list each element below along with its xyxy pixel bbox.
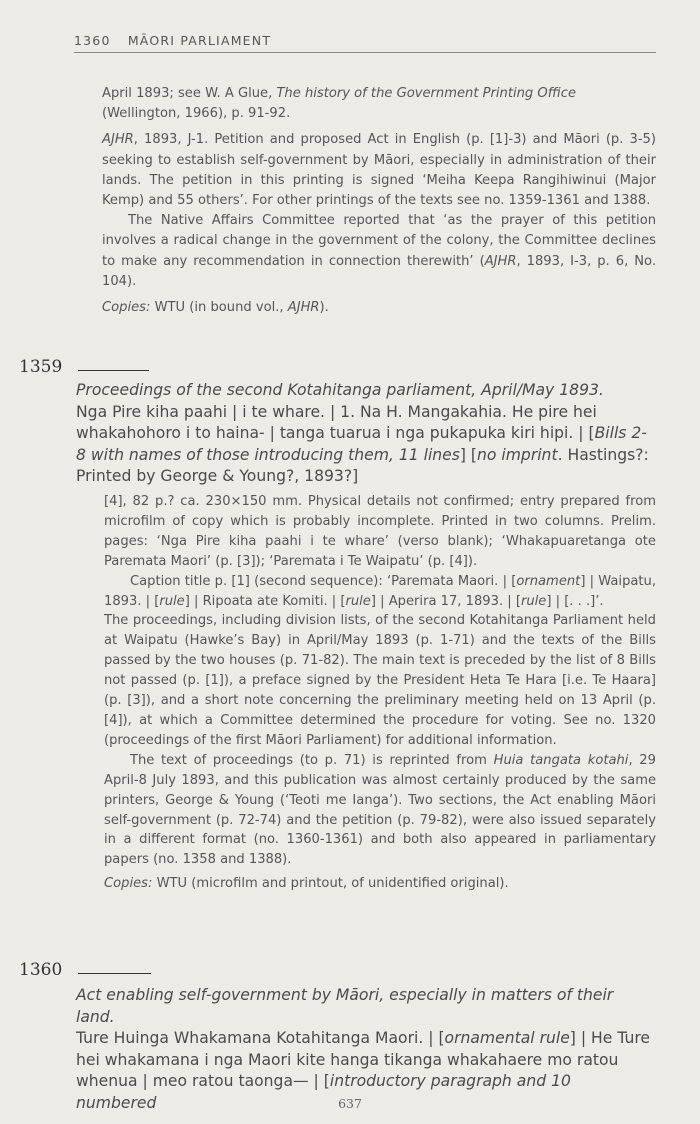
text-span-italic: no imprint bbox=[477, 445, 558, 464]
text-span: ] | [. . .]’. bbox=[546, 593, 604, 609]
copies-label: Copies: bbox=[104, 876, 153, 892]
text-span: The Native Affairs Committee reported that ‘as the prayer of this petition involves a radical change in the government of the colony, the Committee declines to make any recommendation in connection therewith’ ( bbox=[102, 213, 656, 269]
text-span: , 1893, J-1. Petition and proposed Act in English (p. [1]-3) and Māori (p. 3-5) seeking to establish self-government by Māori, especially in administration of their lands. The petition in this printing is signed ‘Meiha Keepa Rangihiwinui (Major Kemp) and 55 others’. For other printings of the texts see no. 1359-1361 and 1388. bbox=[102, 132, 656, 209]
text-span-italic: introductory paragraph and 10 numbered bbox=[76, 1072, 571, 1112]
text-span-italic: The history of the Government Printing Office bbox=[276, 86, 577, 101]
text-span-italic: rule bbox=[520, 593, 547, 609]
text-span: ] [ bbox=[459, 445, 478, 464]
entry-1358-continuation bbox=[102, 84, 656, 318]
text-span: WTU (in bound vol., bbox=[150, 300, 288, 316]
entry-1359-physical-details: [4], 82 p.? ca. 230×150 mm. Physical details not confirmed; entry prepared from microfilm of copy which is probably incomplete. Printed in two columns. Prelim. pages: ‘Nga Pire kiha paahi i te whare’ (verso blank); ‘Whakapuaretanga ote Paremata Maori’ (p. [3]); ‘Paremata i Te Waipatu’ (p. [4]). bbox=[104, 494, 656, 569]
text-span-italic: rule bbox=[345, 593, 371, 609]
text-span: Ture Huinga Whakamana Kotahitanga Maori. | [ bbox=[76, 1029, 445, 1048]
entry-1359-title-italic: Proceedings of the second Kotahitanga parliament, April/May 1893. bbox=[76, 381, 604, 399]
text-span: (Wellington, 1966), p. 91-92. bbox=[102, 106, 291, 122]
text-span: , 1893, I-3, p. 6, No. 104). bbox=[102, 253, 656, 289]
entry-1360-rule bbox=[78, 973, 151, 974]
text-span-italic: ornamental rule bbox=[444, 1029, 570, 1048]
text-span: ] | Aperira 17, 1893. | [ bbox=[370, 593, 521, 609]
running-header bbox=[74, 33, 656, 53]
text-span-italic: ornament bbox=[516, 573, 581, 589]
text-span: ] | Ripoata ate Komiti. | [ bbox=[184, 593, 346, 609]
text-span: Caption title p. [1] (second sequence): ‘Paremata Maori. | [ bbox=[130, 573, 517, 589]
entry-1359-rule bbox=[78, 370, 149, 371]
entry-1359-description bbox=[104, 492, 656, 894]
header-running-title: MĀORI PARLIAMENT bbox=[127, 33, 272, 48]
entry-1359-caption-title bbox=[104, 572, 656, 612]
entry-1358-imprint-note bbox=[102, 84, 656, 124]
entry-1359-number: 1359 bbox=[19, 357, 63, 377]
text-span: . Hastings?: Printed by George & Young?, 1893?] bbox=[76, 445, 649, 486]
entry-1359-reprint-note bbox=[104, 751, 656, 870]
entry-1358-committee-note bbox=[102, 211, 656, 292]
text-span: ] | Waipatu, 1893. | [ bbox=[104, 573, 657, 609]
text-span: WTU (microfilm and printout, of unidentified original). bbox=[152, 876, 509, 892]
text-span: The text of proceedings (to p. 71) is reprinted from bbox=[130, 752, 494, 768]
text-span: April 1893; see W. A Glue, bbox=[102, 86, 277, 101]
text-span-italic: Bills 2-8 with names of those introducing them, 11 lines bbox=[76, 424, 647, 464]
text-span: Nga Pire kiha paahi | i te whare. | 1. Na H. Mangakahia. He pire hei whakahohoro i to haina- | tanga tuarua i nga pukapuka kiri hipi. | [ bbox=[76, 402, 597, 443]
text-span-italic: AJHR bbox=[102, 132, 134, 148]
footer-page-number: 637 bbox=[338, 1096, 362, 1111]
entry-1360-title-italic: Act enabling self-government by Māori, especially in matters of their land. bbox=[76, 986, 614, 1026]
text-span: , 29 April-8 July 1893, and this publication was almost certainly produced by the same printers, George & Young (‘Teoti me Ianga’). Two sections, the Act enabling Māori self-government (p. 72-74) and the petition (p. 79-82), were also issued separately in a different format (no. 1360-1361) and both also appeared in parliamentary papers (no. 1358 and 1388). bbox=[104, 752, 656, 868]
text-span-italic: AJHR bbox=[484, 253, 517, 269]
entry-1360-number: 1360 bbox=[19, 960, 63, 980]
entry-1358-copies bbox=[102, 298, 656, 318]
text-span-italic: rule bbox=[159, 593, 185, 609]
entry-1359-copies bbox=[104, 874, 656, 894]
text-span-italic: AJHR bbox=[287, 300, 320, 316]
entry-1359-proceedings-note: The proceedings, including division lists, of the second Kotahitanga Parliament held at Waipatu (Hawke’s Bay) in April/May 1893 (p. 1-71) and the texts of the Bills passed by the two houses (p. 71-82). The main text is preceded by the list of 8 Bills not passed (p. [1]), a preface signed by the President Heta Te Hara [i.e. Te Haara] (p. [3]), and a short note concerning the preliminary meeting held on 13 April (p. [4]), at which a Committee determined the procedure for voting. See no. 1320 (proceedings of the first Māori Parliament) for additional information. bbox=[104, 613, 656, 748]
text-span-italic: Huia tangata kotahi bbox=[493, 752, 629, 768]
text-span: ] | He Ture hei whakamana i nga Maori kite hanga tikanga whakahaere mo ratou whenua | meo ratou taonga— | [ bbox=[76, 1029, 651, 1091]
entry-1358-description bbox=[102, 130, 656, 211]
copies-label: Copies: bbox=[102, 300, 151, 316]
text-span: ). bbox=[319, 300, 329, 316]
entry-1359-title bbox=[76, 380, 656, 488]
header-page-number: 1360 bbox=[74, 33, 111, 48]
